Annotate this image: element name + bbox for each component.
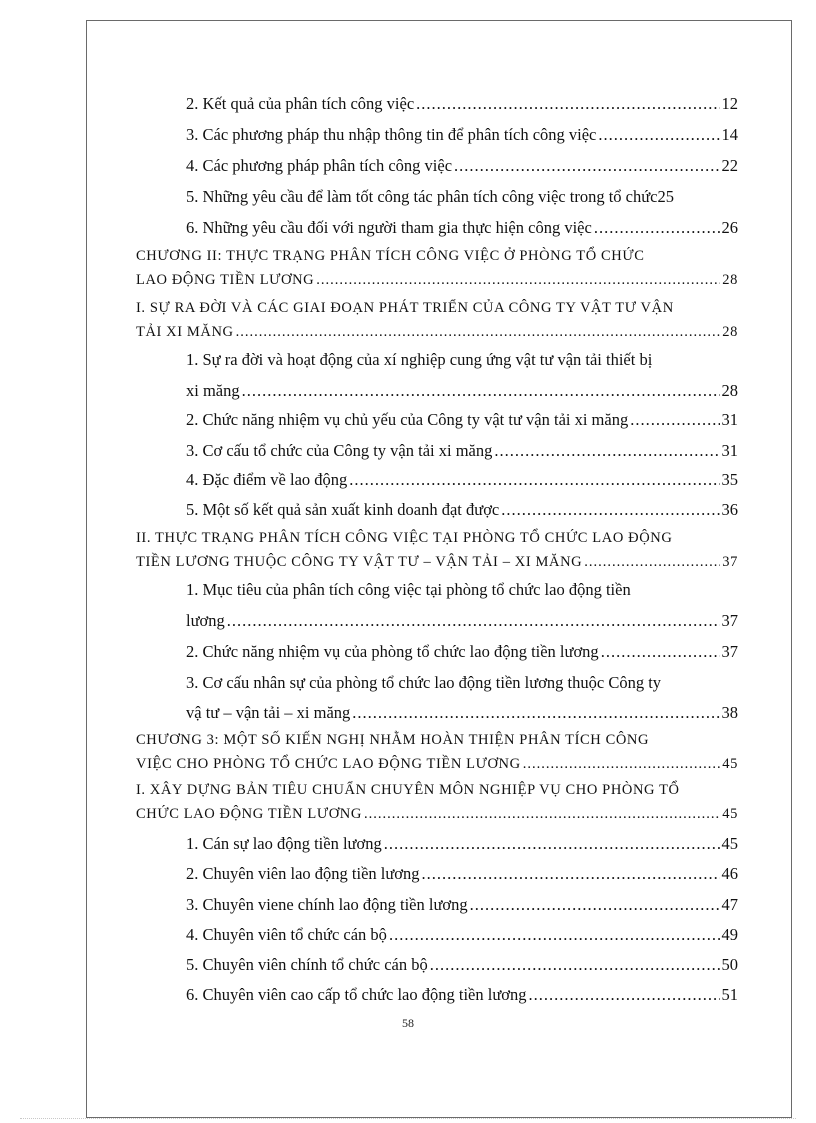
toc-section-heading[interactable] <box>136 782 738 799</box>
toc-page-number: 37 <box>722 554 738 570</box>
dot-leader <box>528 985 719 1005</box>
toc-entry[interactable] <box>186 611 738 631</box>
dot-leader <box>416 94 719 114</box>
dot-leader <box>227 611 720 631</box>
toc-entry-text: I. XÂY DỰNG BẢN TIÊU CHUẨN CHUYÊN MÔN NGHIỆP VỤ CHO PHÒNG TỔ <box>136 782 680 798</box>
toc-page-number: 26 <box>721 218 738 237</box>
toc-section-heading[interactable] <box>136 554 738 571</box>
toc-entry[interactable] <box>186 955 738 975</box>
toc-entry[interactable] <box>186 470 738 490</box>
toc-entry-text: CHƯƠNG 3: MỘT SỐ KIẾN NGHỊ NHẰM HOÀN THIỆN PHÂN TÍCH CÔNG <box>136 732 650 748</box>
dot-leader <box>236 324 721 341</box>
toc-entry-text: 4. Chuyên viên tổ chức cán bộ <box>186 925 387 944</box>
toc-section-heading[interactable] <box>136 324 738 341</box>
dot-leader <box>601 642 720 662</box>
toc-page-number: 45 <box>721 834 738 853</box>
dot-leader <box>630 410 719 430</box>
toc-page-number: 47 <box>721 895 738 914</box>
toc-entry[interactable] <box>186 673 738 693</box>
dot-leader <box>352 703 719 723</box>
toc-entry[interactable] <box>186 441 738 461</box>
toc-entry-text: 2. Chức năng nhiệm vụ chủ yếu của Công ty vật tư vận tải xi măng <box>186 410 629 429</box>
toc-page-number: 38 <box>721 703 738 722</box>
toc-entry-text: lương <box>186 611 225 630</box>
toc-entry-text: CHỨC LAO ĐỘNG TIỀN LƯƠNG <box>136 806 362 822</box>
toc-page-number: 28 <box>722 324 738 340</box>
toc-entry-text: 6. Những yêu cầu đối với người tham gia thực hiện công việc <box>186 218 592 237</box>
toc-entry-text: 3. Các phương pháp thu nhập thông tin để phân tích công việc <box>186 125 597 144</box>
toc-entry[interactable] <box>186 125 738 145</box>
toc-page-number: 35 <box>721 470 738 489</box>
toc-page-number: 37 <box>721 642 738 661</box>
dot-leader <box>454 156 719 176</box>
toc-chapter-heading[interactable] <box>136 756 738 773</box>
toc-page-number: 22 <box>721 156 738 175</box>
dot-leader <box>523 756 721 773</box>
toc-page-number: 45 <box>722 806 738 822</box>
dot-leader <box>364 806 720 823</box>
toc-section-heading[interactable] <box>136 530 738 547</box>
toc-page-number: 36 <box>721 500 738 519</box>
toc-chapter-heading[interactable] <box>136 732 738 749</box>
toc-page-number: 37 <box>721 611 738 630</box>
toc-page-number: 50 <box>721 955 738 974</box>
toc-entry-text: II. THỰC TRẠNG PHÂN TÍCH CÔNG VIỆC TẠI PHÒNG TỔ CHỨC LAO ĐỘNG <box>136 530 673 546</box>
dot-leader <box>584 554 720 571</box>
toc-entry[interactable] <box>186 703 738 723</box>
dot-leader <box>501 500 719 520</box>
dot-leader <box>470 895 720 915</box>
dot-leader <box>494 441 719 461</box>
toc-entry[interactable] <box>186 187 754 207</box>
toc-page-number: 45 <box>722 756 738 772</box>
toc-entry[interactable] <box>186 94 738 114</box>
toc-entry-text: 1. Sự ra đời và hoạt động của xí nghiệp cung ứng vật tư vận tải thiết bị <box>186 350 653 369</box>
toc-entry-text: vậ tư – vận tải – xi măng <box>186 703 351 722</box>
toc-page-number: 31 <box>721 410 738 429</box>
toc-entry[interactable] <box>186 834 738 854</box>
toc-entry-text: 3. Cơ cấu nhân sự của phòng tổ chức lao động tiền lương thuộc Công ty <box>186 673 662 692</box>
toc-entry-text: TIỀN LƯƠNG THUỘC CÔNG TY VẬT TƯ – VẬN TẢI – XI MĂNG <box>136 554 583 570</box>
toc-entry-text: VIỆC CHO PHÒNG TỔ CHỨC LAO ĐỘNG TIỀN LƯƠNG <box>136 756 521 772</box>
toc-page-number: 49 <box>721 925 738 944</box>
toc-page-number: 31 <box>721 441 738 460</box>
toc-page-number: 25 <box>657 187 674 206</box>
toc-entry[interactable] <box>186 895 738 915</box>
toc-entry[interactable] <box>186 350 738 370</box>
toc-entry[interactable] <box>186 218 738 238</box>
toc-entry-text: LAO ĐỘNG TIỀN LƯƠNG <box>136 272 315 288</box>
toc-chapter-heading[interactable] <box>136 272 738 289</box>
toc-section-heading[interactable] <box>136 300 738 317</box>
toc-entry[interactable] <box>186 156 738 176</box>
bottom-divider <box>20 1118 796 1119</box>
toc-page-number: 46 <box>721 864 738 883</box>
dot-leader <box>242 381 720 401</box>
toc-entry[interactable] <box>186 580 738 600</box>
toc-page-number: 14 <box>721 125 738 144</box>
toc-entry-text: 2. Kết quả của phân tích công việc <box>186 94 415 113</box>
toc-entry[interactable] <box>186 925 738 945</box>
toc-entry-text: CHƯƠNG II: THỰC TRẠNG PHÂN TÍCH CÔNG VIỆC Ở PHÒNG TỔ CHỨC <box>136 248 645 264</box>
toc-entry-text: 5. Chuyên viên chính tổ chức cán bộ <box>186 955 428 974</box>
dot-leader <box>594 218 720 238</box>
toc-entry[interactable] <box>186 642 738 662</box>
toc-page-number: 51 <box>721 985 738 1004</box>
toc-entry-text: 2. Chuyên viên lao động tiền lương <box>186 864 420 883</box>
dot-leader <box>430 955 720 975</box>
toc-entry-text: 6. Chuyên viên cao cấp tổ chức lao động tiền lương <box>186 985 527 1004</box>
toc-entry-text: 2. Chức năng nhiệm vụ của phòng tổ chức lao động tiền lương <box>186 642 599 661</box>
page-number: 58 <box>402 1016 414 1030</box>
dot-leader <box>316 272 720 289</box>
dot-leader <box>422 864 720 884</box>
toc-entry[interactable] <box>186 410 738 430</box>
dot-leader <box>384 834 720 854</box>
toc-entry[interactable] <box>186 381 738 401</box>
toc-entry[interactable] <box>186 985 738 1005</box>
toc-entry-text: 5. Những yêu cầu để làm tốt công tác phân tích công việc trong tổ chức <box>186 187 658 206</box>
toc-entry-text: 4. Đặc điểm về lao động <box>186 470 348 489</box>
toc-entry-text: 3. Cơ cấu tổ chức của Công ty vận tải xi măng <box>186 441 493 460</box>
toc-entry-text: 5. Một số kết quả sản xuất kinh doanh đạt được <box>186 500 500 519</box>
toc-page-number: 28 <box>721 381 738 400</box>
dot-leader <box>389 925 720 945</box>
toc-entry[interactable] <box>186 864 738 884</box>
toc-page-number: 28 <box>722 272 738 288</box>
toc-entry-text: 1. Cán sự lao động tiền lương <box>186 834 382 853</box>
toc-entry-text: 4. Các phương pháp phân tích công việc <box>186 156 453 175</box>
toc-entry-text: 3. Chuyên viene chính lao động tiền lương <box>186 895 468 914</box>
toc-section-heading[interactable] <box>136 806 738 823</box>
toc-entry-text: 1. Mục tiêu của phân tích công việc tại phòng tổ chức lao động tiền <box>186 580 631 599</box>
dot-leader <box>598 125 719 145</box>
toc-entry-text: I. SỰ RA ĐỜI VÀ CÁC GIAI ĐOẠN PHÁT TRIỂN CỦA CÔNG TY VẬT TƯ VẬN <box>136 300 674 316</box>
toc-page-number: 12 <box>721 94 738 113</box>
dot-leader <box>349 470 719 490</box>
toc-entry-text: TẢI XI MĂNG <box>136 324 234 340</box>
toc-chapter-heading[interactable] <box>136 248 738 265</box>
toc-entry[interactable] <box>186 500 738 520</box>
toc-entry-text: xi măng <box>186 381 240 400</box>
